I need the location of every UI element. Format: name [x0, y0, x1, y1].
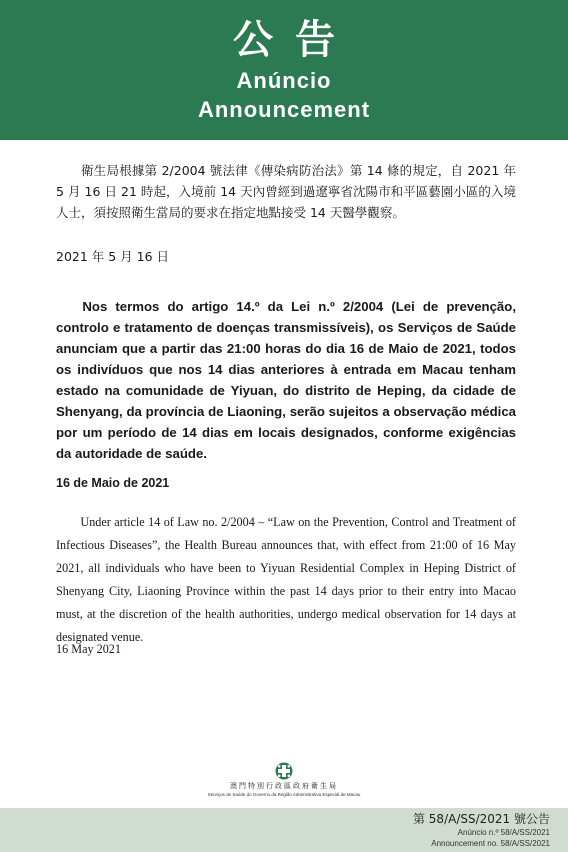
- english-date: 16 May 2021: [56, 642, 121, 656]
- chinese-body: 衛生局根據第 2/2004 號法律《傳染病防治法》第 14 條的規定，自 2021 年 5 月 16 日 21 時起，入境前 14 天內曾經到過遼寧省沈陽市和平區藝園小區的入境人士，須按照衛生當局的要求在指定地點接受 14 天醫學觀察。: [56, 163, 516, 220]
- chinese-date: 2021 年 5 月 16 日: [56, 249, 170, 264]
- title-chinese: 公告: [233, 17, 357, 63]
- logo-name-chinese: 澳門特別行政區政府衛生局: [230, 782, 338, 790]
- title-portuguese: Anúncio: [236, 68, 332, 93]
- header-banner: [0, 0, 568, 140]
- health-bureau-cross-icon: [275, 762, 293, 780]
- reference-number-chinese: 第 58/A/SS/2021 號公告: [412, 812, 550, 826]
- title-english: Announcement: [197, 97, 371, 122]
- health-bureau-logo: [204, 762, 364, 802]
- english-body: Under article 14 of Law no. 2/2004 – “Law on the Prevention, Control and Treatment of Infectious Diseases”, the Health Bureau announces that, with effect from 21:00 of 16 May 2021, all individuals who have been to Yiyuan Residential Complex in Heping District of Shenyang City, Liaoning Province within the past 14 days prior to their entry into Macao must, at the discretion of the health authorities, undergo medical observation for 14 days at designated venue.: [56, 515, 516, 644]
- portuguese-date: 16 de Maio de 2021: [56, 476, 170, 490]
- portuguese-body: Nos termos do artigo 14.º da Lei n.º 2/2004 (Lei de prevenção, controlo e tratamento de doenças transmissíveis), os Serviços de Saúde anunciam que a partir das 21:00 horas do dia 16 de Maio de 2021, todos os indivíduos que nos 14 dias anteriores à entrada em Macau tenham estado na comunidade de Yiyuan, do distrito de Heping, da cidade de Shenyang, da província de Liaoning, serão sujeitos a observação médica por um período de 14 dias em locais designados, conforme exigências da autoridade de saúde.: [56, 299, 516, 461]
- logo-name-portuguese: Serviços de Saúde do Governo da Região Administrativa Especial de Macau: [207, 792, 361, 797]
- reference-number-portuguese: Anúncio n.º 58/A/SS/2021: [457, 828, 550, 837]
- footer-bar: [0, 808, 568, 852]
- reference-number-english: Announcement no. 58/A/SS/2021: [431, 839, 550, 848]
